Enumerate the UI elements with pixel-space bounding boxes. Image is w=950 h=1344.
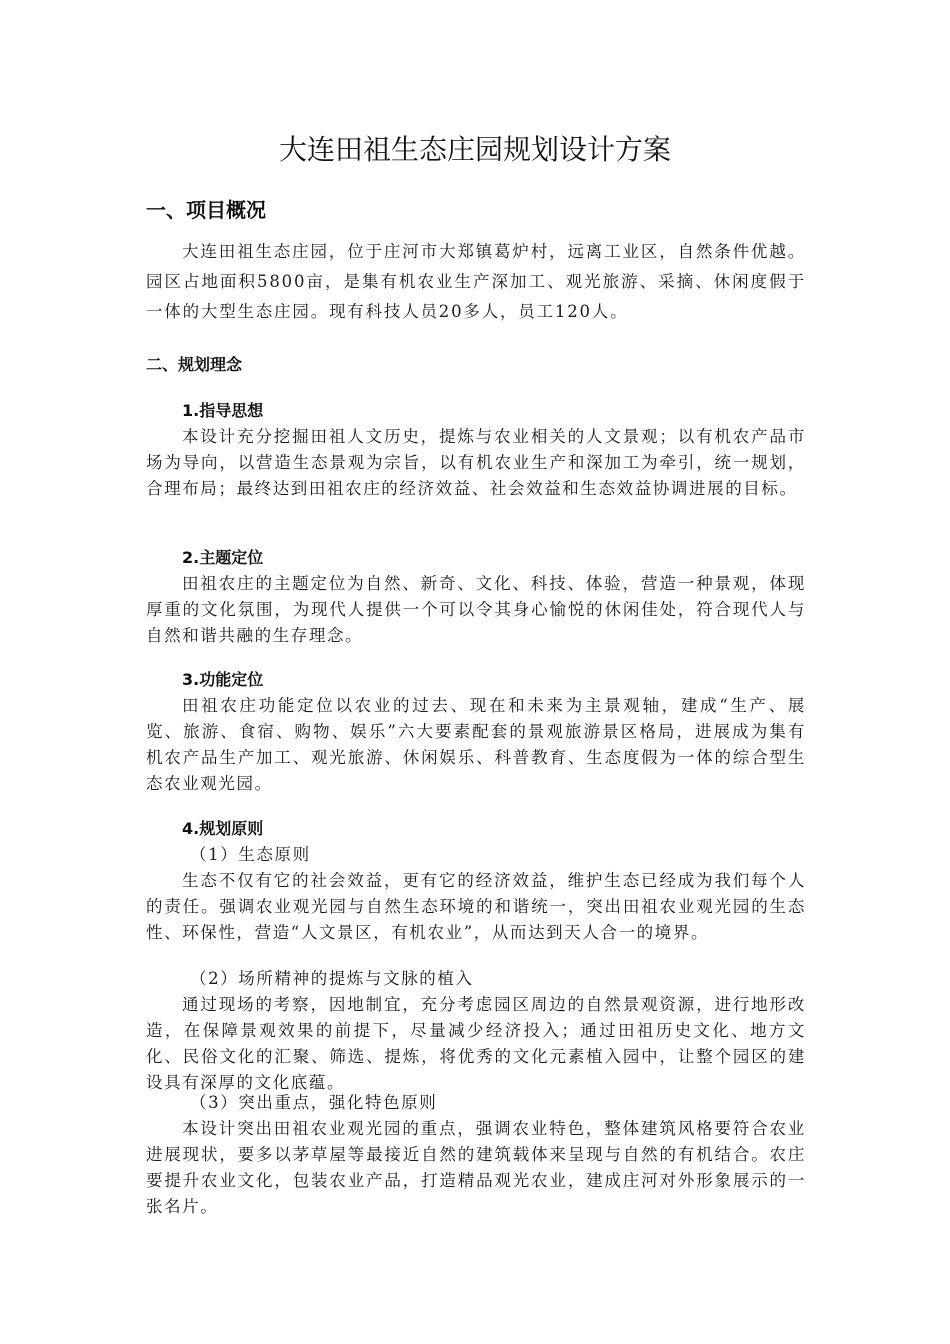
principle-heading-place-spirit: （2）场所精神的提炼与文脉的植入 — [190, 969, 474, 988]
section-heading-project-overview: 一、项目概况 — [146, 198, 266, 222]
subheading-theme-positioning: 2.主题定位 — [182, 548, 264, 567]
paragraph-guiding-ideology: 本设计充分挖掘田祖人文历史，提炼与农业相关的人文景观；以有机农产品市场为导向，以营造生态景观为宗旨，以有机农业生产和深加工为牵引，统一规划，合理布局；最终达到田祖农庄的经济效益、社会效益和生态效益协调进展的目标。 — [146, 427, 806, 498]
principle-heading-ecology: （1）生态原则 — [190, 845, 311, 864]
paragraph-principle-ecology: 生态不仅有它的社会效益，更有它的经济效益，维护生态已经成为我们每个人的责任。强调农业观光园与自然生态环境的和谐统一，突出田祖农业观光园的生态性、环保性，营造“人文景区，有机农业”，从而达到天人合一的境界。 — [146, 871, 806, 942]
paragraph-theme-positioning: 田祖农庄的主题定位为自然、新奇、文化、科技、体验，营造一种景观，体现厚重的文化氛围，为现代人提供一个可以令其身心愉悦的休闲佳处，符合现代人与自然和谐共融的生存理念。 — [146, 574, 806, 645]
paragraph-project-overview: 大连田祖生态庄园，位于庄河市大郑镇葛炉村，远离工业区，自然条件优越。园区占地面积5800亩，是集有机农业生产深加工、观光旅游、采摘、休闲度假于一体的大型生态庄园。现有科技人员20多人，员工120人。 — [146, 242, 806, 321]
paragraph-principle-highlight-features: 本设计突出田祖农业观光园的重点，强调农业特色，整体建筑风格要符合农业进展现状，要多以茅草屋等最接近自然的建筑载体来呈现与自然的有机结合。农庄要提升农业文化，包装农业产品，打造精品观光农业，建成庄河对外形象展示的一张名片。 — [146, 1119, 806, 1216]
subheading-guiding-ideology: 1.指导思想 — [182, 401, 264, 420]
document-title: 大连田祖生态庄园规划设计方案 — [278, 133, 671, 166]
paragraph-principle-place-spirit: 通过现场的考察，因地制宜，充分考虑园区周边的自然景观资源，进行地形改造，在保障景观效果的前提下，尽量减少经济投入；通过田祖历史文化、地方文化、民俗文化的汇聚、筛选、提炼，将优秀的文化元素植入园中，让整个园区的建设具有深厚的文化底蕴。 — [146, 995, 806, 1092]
subheading-function-positioning: 3.功能定位 — [182, 670, 264, 689]
subheading-planning-principles: 4.规划原则 — [182, 819, 264, 838]
section-heading-planning-concept: 二、规划理念 — [146, 355, 243, 374]
principle-heading-highlight-features: （3）突出重点，强化特色原则 — [190, 1093, 438, 1112]
paragraph-function-positioning: 田祖农庄功能定位以农业的过去、现在和未来为主景观轴，建成“生产、展览、旅游、食宿、购物、娱乐”六大要素配套的景观旅游景区格局，进展成为集有机农产品生产加工、观光旅游、休闲娱乐、科普教育、生态度假为一体的综合型生态农业观光园。 — [146, 696, 806, 793]
